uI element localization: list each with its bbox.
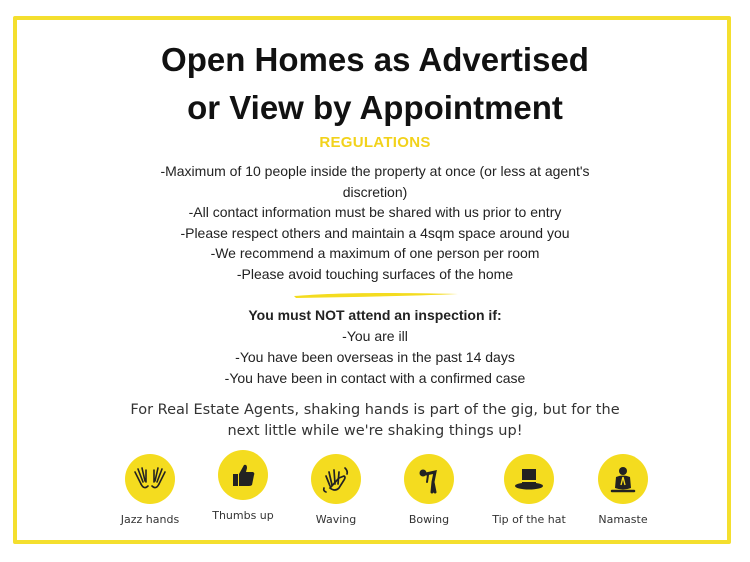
regulation-item: -We recommend a maximum of one person per room <box>210 245 540 261</box>
regulation-item: -Maximum of 10 people inside the property at once (or less at agent's discretion) <box>160 163 590 200</box>
gesture-row <box>95 452 665 532</box>
gesture-namaste <box>578 454 668 526</box>
gesture-waving <box>291 454 381 526</box>
must-not-heading: You must NOT attend an inspection if: <box>248 307 502 323</box>
gesture-bowing <box>384 454 474 526</box>
gesture-label: Waving <box>315 513 357 526</box>
agents-note <box>110 400 640 442</box>
namaste-icon <box>608 464 638 494</box>
regulation-item: -Please avoid touching surfaces of the home <box>236 265 514 282</box>
title-line-1: Open Homes as Advertised <box>161 41 589 78</box>
agents-note-line-2: next little while we're shaking things up! <box>227 423 523 439</box>
brush-divider <box>292 290 460 300</box>
bowing-person-icon <box>415 464 443 494</box>
regulations-heading: REGULATIONS <box>319 134 431 151</box>
gesture-label: Thumbs up <box>212 509 274 522</box>
gesture-jazz-hands <box>105 454 195 526</box>
gesture-thumbs-up <box>198 450 288 522</box>
gesture-label: Jazz hands <box>120 513 180 526</box>
gesture-label: Namaste <box>598 513 648 526</box>
regulation-item: -All contact information must be shared with us prior to entry <box>188 204 562 220</box>
jazz-hands-icon <box>131 464 169 494</box>
top-hat-icon <box>513 465 545 493</box>
gesture-tip-of-the-hat <box>484 454 574 526</box>
must-not-item: -You are ill <box>342 328 408 344</box>
title-line-2: or View by Appointment <box>187 89 563 126</box>
waving-hand-icon <box>321 464 351 494</box>
must-not-section <box>0 305 750 389</box>
page-title <box>0 36 750 132</box>
regulations-list <box>150 161 600 284</box>
gesture-label: Tip of the hat <box>492 513 566 526</box>
thumbs-up-icon <box>229 461 257 489</box>
must-not-item: -You have been overseas in the past 14 days <box>235 349 515 365</box>
gesture-label: Bowing <box>408 513 450 526</box>
must-not-item: -You have been in contact with a confirmed case <box>224 370 526 386</box>
regulation-item: -Please respect others and maintain a 4sqm space around you <box>180 224 570 241</box>
agents-note-line-1: For Real Estate Agents, shaking hands is part of the gig, but for the <box>130 402 620 418</box>
